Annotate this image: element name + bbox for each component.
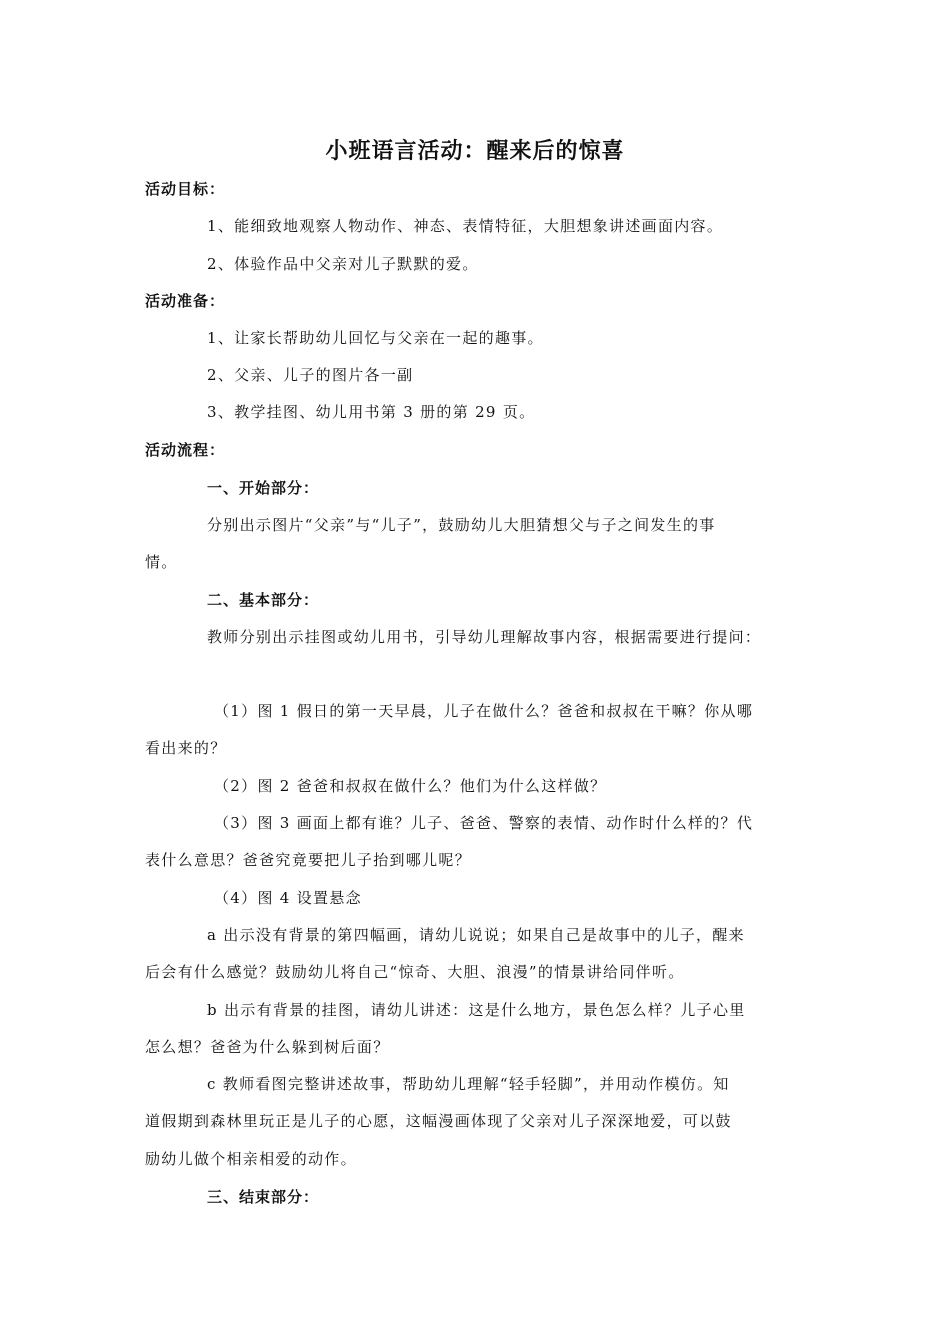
part1-text-line: 分别出示图片“父亲”与“儿子”，鼓励幼儿大胆猜想父与子之间发生的事 — [207, 516, 716, 534]
step-c-line: c 教师看图完整讲述故事，帮助幼儿理解“轻手轻脚”，并用动作模仿。知 — [207, 1075, 730, 1093]
section-heading-goals: 活动目标： — [145, 180, 226, 198]
prep-item-1: 1、让家长帮助幼儿回忆与父亲在一起的趣事。 — [207, 329, 544, 347]
step-a-line: 后会有什么感觉？鼓励幼儿将自己“惊奇、大胆、浪漫”的情景讲给同伴听。 — [145, 963, 685, 981]
part1-heading: 一、开始部分： — [207, 479, 320, 497]
step-b-line: 怎么想？爸爸为什么躲到树后面？ — [145, 1038, 390, 1056]
prep-item-3: 3、教学挂图、幼儿用书第 3 册的第 29 页。 — [207, 403, 536, 421]
section-heading-prep: 活动准备： — [145, 292, 226, 310]
part1-text-line: 情。 — [145, 553, 178, 571]
question-3-line: （3）图 3 画面上都有谁？儿子、爸爸、警察的表情、动作时什么样的？代 — [214, 814, 754, 832]
step-c-line: 励幼儿做个相亲相爱的动作。 — [145, 1150, 357, 1168]
goal-item-2: 2、体验作品中父亲对儿子默默的爱。 — [207, 255, 479, 273]
prep-item-2: 2、父亲、儿子的图片各一副 — [207, 366, 414, 384]
section-heading-flow: 活动流程： — [145, 441, 226, 459]
document-title: 小班语言活动：醒来后的惊喜 — [325, 139, 625, 164]
part2-intro: 教师分别出示挂图或幼儿用书，引导幼儿理解故事内容，根据需要进行提问： — [207, 628, 762, 646]
question-4-line: （4）图 4 设置悬念 — [214, 889, 362, 907]
step-a-line: a 出示没有背景的第四幅画，请幼儿说说；如果自己是故事中的儿子，醒来 — [207, 926, 745, 944]
step-c-line: 道假期到森林里玩正是儿子的心愿，这幅漫画体现了父亲对儿子深深地爱，可以鼓 — [145, 1112, 732, 1130]
goal-item-1: 1、能细致地观察人物动作、神态、表情特征，大胆想象讲述画面内容。 — [207, 217, 724, 235]
part3-heading: 三、结束部分： — [207, 1188, 320, 1206]
question-1-line: （1）图 1 假日的第一天早晨，儿子在做什么？爸爸和叔叔在干嘛？你从哪 — [214, 702, 754, 720]
step-b-line: b 出示有背景的挂图，请幼儿讲述：这是什么地方，景色怎么样？儿子心里 — [207, 1001, 746, 1019]
question-2-line: （2）图 2 爸爸和叔叔在做什么？他们为什么这样做？ — [214, 777, 607, 795]
question-3-line: 表什么意思？爸爸究竟要把儿子抬到哪儿呢？ — [145, 851, 472, 869]
question-1-line: 看出来的？ — [145, 739, 227, 757]
part2-heading: 二、基本部分： — [207, 591, 320, 609]
